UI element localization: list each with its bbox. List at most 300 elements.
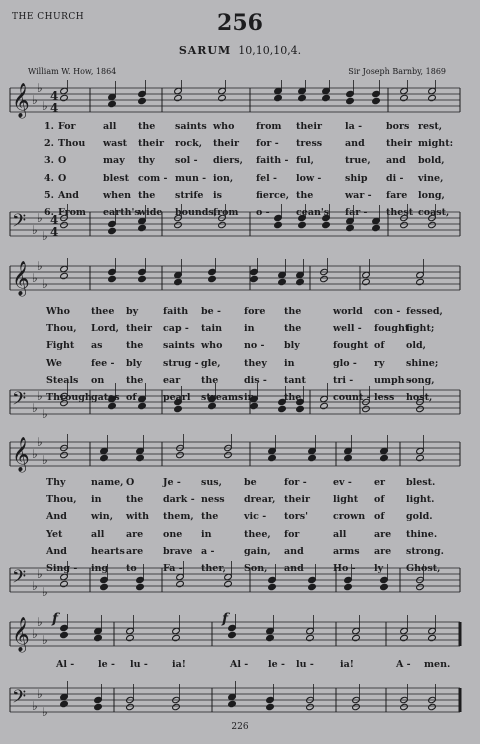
note-head xyxy=(60,700,69,707)
note-head xyxy=(362,271,371,278)
lyric-syllable: tant xyxy=(284,374,306,386)
note-head xyxy=(94,627,103,634)
verse-line xyxy=(0,392,480,405)
lyric-syllable: their xyxy=(386,138,412,150)
lyric-syllable: of xyxy=(374,511,385,523)
lyric-syllable: fore xyxy=(244,306,266,317)
lyric-syllable: vic - xyxy=(244,511,267,523)
lyric-syllable: faith - xyxy=(256,155,289,167)
lyric-syllable: the xyxy=(201,374,219,386)
lyric-syllable: wide xyxy=(138,207,163,218)
lyric-syllable: Through xyxy=(46,392,92,403)
lyric-syllable: their xyxy=(284,494,310,506)
lyric-syllable: gold. xyxy=(406,511,433,523)
flat-icon: ♭ xyxy=(37,211,43,225)
treble-staff-system-2 xyxy=(0,258,480,308)
lyric-syllable: saints xyxy=(175,121,207,132)
note-head xyxy=(60,87,69,94)
lyric-syllable: cean's xyxy=(296,207,330,218)
lyric-syllable: might: xyxy=(418,138,454,150)
note-head xyxy=(218,221,227,228)
lyric-syllable: gates xyxy=(91,392,120,403)
lyric-syllable: mun - xyxy=(175,172,207,184)
note-head xyxy=(400,87,409,94)
lyric-syllable: tress xyxy=(296,138,323,150)
note-head xyxy=(428,87,437,94)
note-head xyxy=(416,447,425,454)
lyric-syllable: lu - xyxy=(296,659,314,670)
note-head xyxy=(344,583,353,590)
flat-icon: ♭ xyxy=(42,407,48,421)
lyric-syllable: war - xyxy=(345,189,372,201)
lyric-syllable: hearts xyxy=(91,545,125,557)
note-head xyxy=(94,634,103,641)
lyric-syllable: true, xyxy=(345,155,371,167)
lyric-syllable: le - xyxy=(98,659,115,670)
note-head xyxy=(320,275,329,282)
lyric-syllable: the xyxy=(201,511,219,523)
verse-number: 2. xyxy=(44,138,54,150)
lyric-syllable: of xyxy=(126,392,137,403)
note-head xyxy=(428,627,437,634)
verse-line xyxy=(0,340,480,353)
note-head xyxy=(172,634,181,641)
lyric-syllable: ev - xyxy=(333,477,352,488)
note-head xyxy=(60,94,69,101)
lyric-syllable: drear, xyxy=(244,494,276,506)
note-head xyxy=(60,265,69,272)
lyric-syllable: one xyxy=(163,528,183,540)
lyric-syllable: ear xyxy=(163,374,181,386)
note-head xyxy=(298,87,307,94)
note-head xyxy=(296,405,305,412)
note-head xyxy=(174,221,183,228)
lyric-syllable: Thou, xyxy=(46,323,77,335)
note-head xyxy=(344,454,353,461)
flat-icon: ♭ xyxy=(37,81,43,95)
lyric-syllable: when xyxy=(103,189,132,201)
note-head xyxy=(308,576,317,583)
lyric-syllable: le - xyxy=(268,659,285,670)
note-head xyxy=(228,700,237,707)
note-head xyxy=(308,583,317,590)
lyric-syllable: ing xyxy=(91,563,109,574)
lyric-syllable: world xyxy=(333,306,363,317)
lyric-syllable: are xyxy=(126,528,144,540)
lyric-syllable: their xyxy=(126,323,152,335)
lyric-syllable: ia! xyxy=(172,659,186,670)
lyric-syllable: Who xyxy=(46,306,70,317)
verse-number: 4. xyxy=(44,172,54,184)
note-head xyxy=(108,227,117,234)
lyric-syllable: Yet xyxy=(46,528,63,540)
note-head xyxy=(322,87,331,94)
note-head xyxy=(100,447,109,454)
verse-line xyxy=(0,477,480,490)
lyric-syllable: the xyxy=(296,189,314,201)
lyric-syllable: strug - xyxy=(163,357,199,369)
verse-line xyxy=(0,546,480,559)
flat-icon: ♭ xyxy=(42,705,48,719)
note-head xyxy=(266,634,275,641)
note-head xyxy=(138,97,147,104)
verse-line xyxy=(0,494,480,507)
note-head xyxy=(250,268,259,275)
lyric-syllable: diers, xyxy=(213,155,243,167)
verse-line xyxy=(0,358,480,371)
lyric-syllable: in xyxy=(244,323,255,335)
meter: 10,10,10,4. xyxy=(238,44,302,57)
lyric-syllable: Je - xyxy=(163,477,181,488)
lyric-syllable: And xyxy=(58,189,79,201)
note-head xyxy=(138,268,147,275)
note-head xyxy=(428,221,437,228)
note-head xyxy=(60,624,69,631)
lyric-syllable: men. xyxy=(424,659,451,670)
lyric-syllable: well - xyxy=(333,323,362,335)
lyric-syllable: cap - xyxy=(163,323,189,335)
lyric-syllable: pearl xyxy=(163,392,191,403)
note-head xyxy=(100,454,109,461)
lyric-syllable: ia! xyxy=(340,659,354,670)
flat-icon: ♭ xyxy=(32,447,38,461)
lyric-syllable: wast xyxy=(103,138,128,150)
lyric-syllable: dark - xyxy=(163,494,195,506)
lyric-syllable: thee xyxy=(91,306,115,317)
lyric-syllable: from xyxy=(256,121,282,132)
lyric-syllable: win, xyxy=(91,511,114,523)
dynamic-forte: f xyxy=(52,611,59,627)
lyric-syllable: ship xyxy=(345,172,368,184)
note-head xyxy=(372,90,381,97)
flat-icon: ♭ xyxy=(42,585,48,599)
note-head xyxy=(428,703,437,710)
flat-icon: ♭ xyxy=(42,229,48,243)
lyric-syllable: coast, xyxy=(418,207,450,218)
lyric-syllable: song, xyxy=(406,374,435,386)
flat-icon: ♭ xyxy=(37,567,43,581)
note-head xyxy=(306,703,315,710)
lyric-syllable: For xyxy=(58,121,76,132)
lyric-syllable: of xyxy=(374,494,385,506)
lyric-syllable: in xyxy=(244,392,255,403)
flat-icon: ♭ xyxy=(37,389,43,403)
note-head xyxy=(274,221,283,228)
lyric-syllable: host, xyxy=(406,392,433,403)
lyric-syllable: thest xyxy=(386,207,414,218)
lyric-syllable: And xyxy=(46,511,67,523)
lyric-syllable: to xyxy=(126,563,137,574)
lyric-syllable: And xyxy=(46,545,67,557)
note-head xyxy=(352,634,361,641)
lyric-syllable: We xyxy=(46,357,62,369)
note-head xyxy=(372,97,381,104)
verse-line xyxy=(0,155,480,168)
author-credit: William W. How, 1864 xyxy=(28,67,117,76)
note-head xyxy=(126,703,135,710)
lyric-syllable: with xyxy=(126,511,150,523)
lyric-syllable: all xyxy=(103,121,117,132)
lyric-syllable: all xyxy=(333,528,347,540)
dynamic-forte: f xyxy=(222,611,229,627)
note-head xyxy=(400,221,409,228)
verse-line xyxy=(0,511,480,524)
lyric-syllable: fought xyxy=(333,340,369,352)
lyric-syllable: con - xyxy=(374,306,401,317)
note-head xyxy=(228,631,237,638)
section-heading: THE CHURCH xyxy=(12,12,85,22)
note-head xyxy=(138,224,147,231)
lyric-syllable: Thy xyxy=(46,477,66,488)
note-head xyxy=(416,405,425,412)
note-head xyxy=(268,576,277,583)
lyric-syllable: dis - xyxy=(244,374,267,386)
note-head xyxy=(400,627,409,634)
lyric-syllable: sus, xyxy=(201,477,222,488)
note-head xyxy=(306,627,315,634)
verse-line xyxy=(0,207,480,220)
note-head xyxy=(268,454,277,461)
note-head xyxy=(138,275,147,282)
lyric-syllable: fare xyxy=(386,189,408,201)
note-head xyxy=(176,580,185,587)
lyric-syllable: them, xyxy=(163,511,194,523)
note-head xyxy=(174,94,183,101)
flat-icon: ♭ xyxy=(37,687,43,701)
lyric-syllable: their xyxy=(138,138,164,150)
note-head xyxy=(308,447,317,454)
lyric-syllable: and xyxy=(345,138,365,150)
note-head xyxy=(416,278,425,285)
bass-clef-icon: 𝄢 xyxy=(12,567,27,592)
note-head xyxy=(174,87,183,94)
flat-icon: ♭ xyxy=(32,93,38,107)
note-head xyxy=(346,90,355,97)
lyric-syllable: blest xyxy=(103,172,130,184)
lyric-syllable: fessed, xyxy=(406,306,443,317)
note-head xyxy=(100,583,109,590)
lyric-syllable: lu - xyxy=(130,659,148,670)
lyric-syllable: crown xyxy=(333,511,366,523)
lyric-syllable: their xyxy=(296,121,322,132)
note-head xyxy=(306,634,315,641)
note-head xyxy=(346,97,355,104)
note-head xyxy=(218,94,227,101)
lyric-syllable: strife xyxy=(175,189,204,201)
lyric-syllable: tain xyxy=(201,323,223,335)
lyric-syllable: fought xyxy=(374,323,410,335)
note-head xyxy=(266,696,275,703)
flat-icon: ♭ xyxy=(42,453,48,467)
lyric-syllable: blest. xyxy=(406,477,436,488)
lyric-syllable: Lord, xyxy=(91,323,119,335)
lyric-syllable: is xyxy=(213,189,222,201)
lyric-syllable: and xyxy=(284,563,304,574)
lyric-syllable: are xyxy=(374,545,392,557)
lyric-syllable: in xyxy=(201,528,212,540)
note-head xyxy=(400,94,409,101)
lyric-syllable: the xyxy=(126,494,144,506)
note-head xyxy=(228,693,237,700)
note-head xyxy=(362,405,371,412)
note-head xyxy=(274,87,283,94)
note-head xyxy=(428,94,437,101)
lyric-syllable: their xyxy=(213,138,239,150)
lyric-syllable: Son, xyxy=(244,563,268,574)
time-signature: 4 xyxy=(50,225,59,239)
note-head xyxy=(60,221,69,228)
verse-number: 6. xyxy=(44,207,54,218)
flat-icon: ♭ xyxy=(42,633,48,647)
note-head xyxy=(278,405,287,412)
note-head xyxy=(380,447,389,454)
lyric-syllable: bly xyxy=(126,357,142,369)
lyric-syllable: in xyxy=(284,357,295,369)
lyric-syllable: shine; xyxy=(406,357,439,369)
note-head xyxy=(372,224,381,231)
lyric-syllable: a - xyxy=(201,545,215,557)
treble-clef-icon: 𝄞 xyxy=(12,617,30,652)
note-head xyxy=(416,271,425,278)
bass-clef-icon: 𝄢 xyxy=(12,389,27,414)
lyric-syllable: may xyxy=(103,155,125,167)
tune-line xyxy=(0,44,480,57)
lyric-syllable: for - xyxy=(284,477,307,488)
note-head xyxy=(208,275,217,282)
lyric-syllable: by xyxy=(126,306,139,317)
note-head xyxy=(100,576,109,583)
lyric-syllable: strong. xyxy=(406,545,444,557)
note-head xyxy=(308,454,317,461)
lyric-syllable: for - xyxy=(256,138,279,150)
lyric-syllable: ful, xyxy=(296,155,314,167)
lyric-syllable: er xyxy=(374,477,386,488)
lyric-syllable: they xyxy=(244,357,267,369)
note-head xyxy=(380,576,389,583)
lyric-syllable: Thou, xyxy=(46,494,77,506)
note-head xyxy=(296,278,305,285)
lyric-syllable: Ho - xyxy=(333,563,356,574)
lyric-syllable: old, xyxy=(406,340,426,352)
lyric-syllable: bly xyxy=(284,340,300,352)
note-head xyxy=(60,272,69,279)
lyric-syllable: fee - xyxy=(91,357,115,369)
note-head xyxy=(94,696,103,703)
lyric-syllable: on xyxy=(91,374,105,386)
note-head xyxy=(60,631,69,638)
time-signature: 4 xyxy=(50,89,59,103)
lyric-syllable: O xyxy=(58,172,67,184)
lyric-syllable: Fight xyxy=(46,340,75,352)
lyric-syllable: faith xyxy=(163,306,189,317)
lyric-syllable: low - xyxy=(296,172,322,184)
treble-staff-system-4 xyxy=(0,614,480,664)
lyric-syllable: bounds, xyxy=(175,207,218,218)
note-head xyxy=(138,90,147,97)
note-head xyxy=(362,278,371,285)
note-head xyxy=(344,576,353,583)
hymn-number: 256 xyxy=(217,10,263,36)
note-head xyxy=(136,447,145,454)
treble-clef-icon: 𝄞 xyxy=(12,83,30,118)
note-head xyxy=(322,221,331,228)
lyric-syllable: streams xyxy=(201,392,244,403)
bass-clef-icon: 𝄢 xyxy=(12,687,27,712)
lyric-syllable: name, xyxy=(91,477,124,488)
flat-icon: ♭ xyxy=(37,259,43,273)
note-head xyxy=(344,447,353,454)
note-head xyxy=(126,634,135,641)
lyric-syllable: Steals xyxy=(46,374,79,386)
lyric-syllable: far - xyxy=(345,207,368,218)
tune-name: SARUM xyxy=(178,44,232,57)
lyric-syllable: thy xyxy=(138,155,155,167)
note-head xyxy=(174,405,183,412)
lyric-syllable: be - xyxy=(201,306,221,317)
note-head xyxy=(224,451,233,458)
note-head xyxy=(108,93,117,100)
lyric-syllable: the xyxy=(284,392,302,403)
note-head xyxy=(136,454,145,461)
lyric-syllable: bors xyxy=(386,121,410,132)
lyric-syllable: be xyxy=(244,477,257,488)
lyric-syllable: glo - xyxy=(333,357,357,369)
note-head xyxy=(416,454,425,461)
note-head xyxy=(380,454,389,461)
lyric-syllable: vine, xyxy=(418,172,444,184)
lyric-syllable: from xyxy=(213,207,239,218)
note-head xyxy=(136,576,145,583)
lyric-syllable: Ghost, xyxy=(406,563,441,574)
verse-line xyxy=(0,659,480,672)
treble-clef-icon: 𝄞 xyxy=(12,437,30,472)
time-signature: 4 xyxy=(50,213,59,227)
time-signature: 4 xyxy=(50,101,59,115)
lyric-syllable: sol - xyxy=(175,155,198,167)
verse-number: 5. xyxy=(44,189,54,201)
verse-line xyxy=(0,121,480,134)
lyric-syllable: la - xyxy=(345,121,363,132)
note-head xyxy=(108,275,117,282)
note-head xyxy=(228,624,237,631)
lyric-syllable: Fa - xyxy=(163,563,183,574)
lyric-syllable: long, xyxy=(418,189,445,201)
note-head xyxy=(268,447,277,454)
lyric-syllable: ry xyxy=(374,357,385,369)
lyric-syllable: tors' xyxy=(284,511,308,523)
lyric-syllable: for xyxy=(284,528,300,540)
lyric-syllable: thee, xyxy=(244,528,271,540)
note-head xyxy=(380,583,389,590)
note-head xyxy=(416,583,425,590)
verse-number: 1. xyxy=(44,121,54,132)
note-head xyxy=(428,634,437,641)
lyric-syllable: as xyxy=(91,340,103,352)
note-head xyxy=(250,275,259,282)
lyric-syllable: umph - xyxy=(374,374,412,386)
note-head xyxy=(108,220,117,227)
note-head xyxy=(298,94,307,101)
lyric-syllable: ion, xyxy=(213,172,234,184)
lyric-syllable: O xyxy=(126,477,135,488)
lyric-syllable: Thou xyxy=(58,138,86,150)
treble-clef-icon: 𝄞 xyxy=(12,261,30,296)
lyric-syllable: thine. xyxy=(406,528,438,540)
note-head xyxy=(322,94,331,101)
lyric-syllable: light. xyxy=(406,494,435,506)
lyric-syllable: ly xyxy=(374,563,384,574)
lyric-syllable: the xyxy=(284,306,302,317)
